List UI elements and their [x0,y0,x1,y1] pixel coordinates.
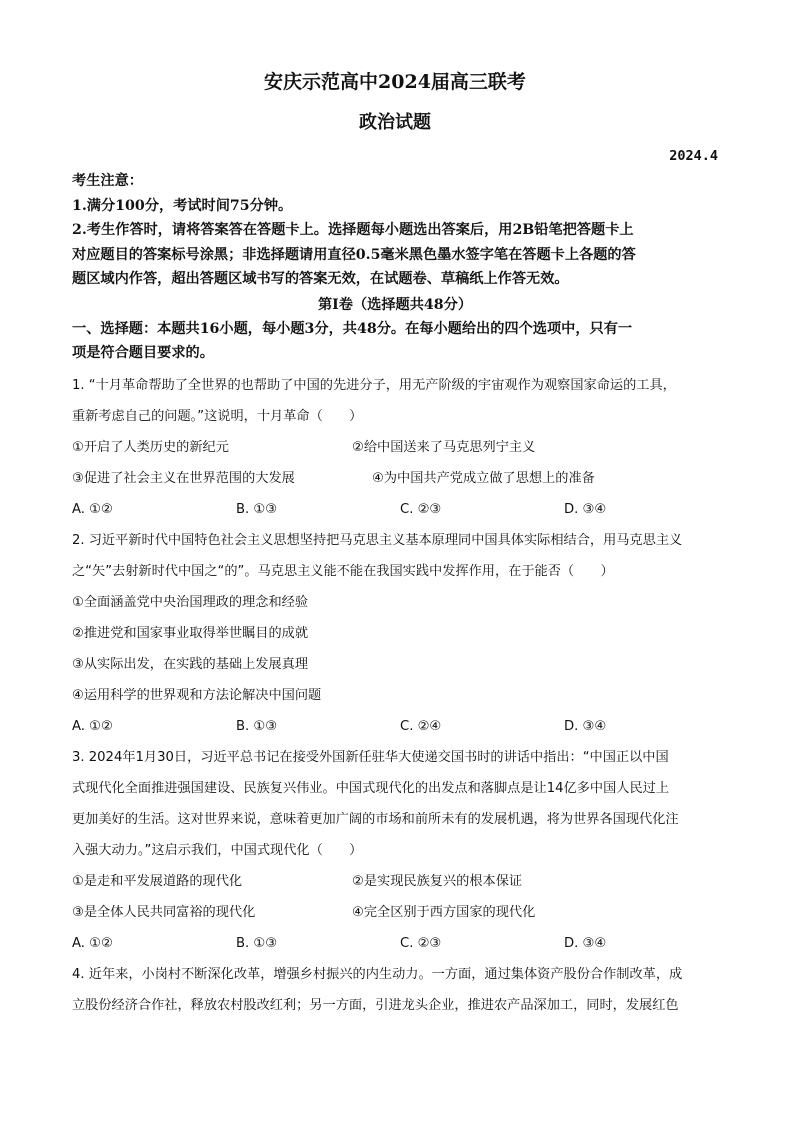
option-row [72,866,718,897]
choice-c: C. ②③ [400,935,442,951]
choice-a: A. ①② [72,935,113,951]
question-3 [72,742,718,959]
choice-d: D. ③④ [564,718,607,734]
statement-option: ①全面涵盖党中央治国理政的理念和经验 [72,594,309,610]
question-stem-line: 1. “十月革命帮助了全世界的也帮助了中国的先进分子，用无产阶级的宇宙观作为观察国家命运的工具， [72,377,676,393]
exam-subtitle: 政治试题 [359,112,431,133]
question-stem-line: 重新考虑自己的问题。”这说明，十月革命（ ） [72,408,363,424]
part-title: 第Ⅰ卷（选择题共48分） [317,296,473,313]
answer-choices [72,711,718,742]
choice-b: B. ①③ [236,501,278,517]
question-stem-line: 立股份经济合作社，释放农村股改红利；另一方面，引进龙头企业，推进农产品深加工，同时，发展红色 [72,997,679,1013]
statement-option: ①开启了人类历史的新纪元 [72,439,229,455]
question-stem-line: 2. 习近平新时代中国特色社会主义思想坚持把马克思主义基本原理同中国具体实际相结合，用马克思主义 [72,532,683,548]
notice-line: 对应题目的答案标号涂黑；非选择题请用直径0.5毫米黑色墨水签字笔在答题卡上各题的答 [72,246,636,263]
question-2 [72,525,718,742]
question-stem-line: 更加美好的生活。这对世界来说，意味着更加广阔的市场和前所未有的发展机遇，将为世界各国现代化注 [72,811,679,827]
option-row [72,463,718,494]
question-4 [72,959,718,1021]
statement-option: ④运用科学的世界观和方法论解决中国问题 [72,687,322,703]
question-stem-line: 3. 2024年1月30日，习近平总书记在接受外国新任驻华大使递交国书时的讲话中指出：“中国正以中国 [72,749,669,765]
notice-line: 题区域内作答，超出答题区域书写的答案无效，在试题卷、草稿纸上作答无效。 [72,271,569,287]
choice-d: D. ③④ [564,501,607,517]
choice-c: C. ②④ [400,718,442,734]
section-instructions [72,317,718,366]
notice-heading: 考生注意： [72,173,143,189]
question-stem-line: 入强大动力。”这启示我们，中国式现代化（ ） [72,842,363,858]
question-1 [72,370,718,525]
notice-line: 2.考生作答时，请将答案答在答题卡上。选择题每小题选出答案后，用2B铅笔把答题卡上 [72,222,634,238]
choice-c: C. ②③ [400,501,442,517]
question-stem-line: 式现代化全面推进强国建设、民族复兴伟业。中国式现代化的出发点和落脚点是让14亿多中国人民过上 [72,780,670,796]
candidate-notice [72,169,718,292]
choice-d: D. ③④ [564,935,607,951]
section-line: 项是符合题目要求的。 [72,345,214,361]
choice-b: B. ①③ [236,935,278,951]
exam-title: 安庆示范高中2024届高三联考 [264,71,526,93]
statement-option: ②是实现民族复兴的根本保证 [352,873,523,889]
exam-date: 2024.4 [669,148,718,164]
choice-a: A. ①② [72,718,113,734]
statement-option: ③促进了社会主义在世界范围的大发展 [72,470,295,486]
option-row [72,897,718,928]
notice-line: 1.满分100分，考试时间75分钟。 [72,197,293,214]
statement-option: ①是走和平发展道路的现代化 [72,873,243,889]
statement-option: ②推进党和国家事业取得举世瞩目的成就 [72,625,309,641]
answer-choices [72,928,718,959]
section-line: 一、选择题：本题共16小题，每小题3分，共48分。在每小题给出的四个选项中，只有一 [72,320,633,337]
statement-option: ③是全体人民共同富裕的现代化 [72,904,256,920]
choice-b: B. ①③ [236,718,278,734]
question-stem-line: 之“矢”去射新时代中国之“的”。马克思主义能不能在我国实践中发挥作用，在于能否（ ） [72,563,614,579]
statement-option: ④完全区别于西方国家的现代化 [352,904,536,920]
answer-choices [72,494,718,525]
statement-option: ④为中国共产党成立做了思想上的准备 [372,470,595,486]
option-row [72,432,718,463]
question-stem-line: 4. 近年来，小岗村不断深化改革，增强乡村振兴的内生动力。一方面，通过集体资产股份合作制改革，成 [72,966,683,982]
statement-option: ③从实际出发，在实践的基础上发展真理 [72,656,309,672]
statement-option: ②给中国送来了马克思列宁主义 [352,439,536,455]
choice-a: A. ①② [72,501,113,517]
